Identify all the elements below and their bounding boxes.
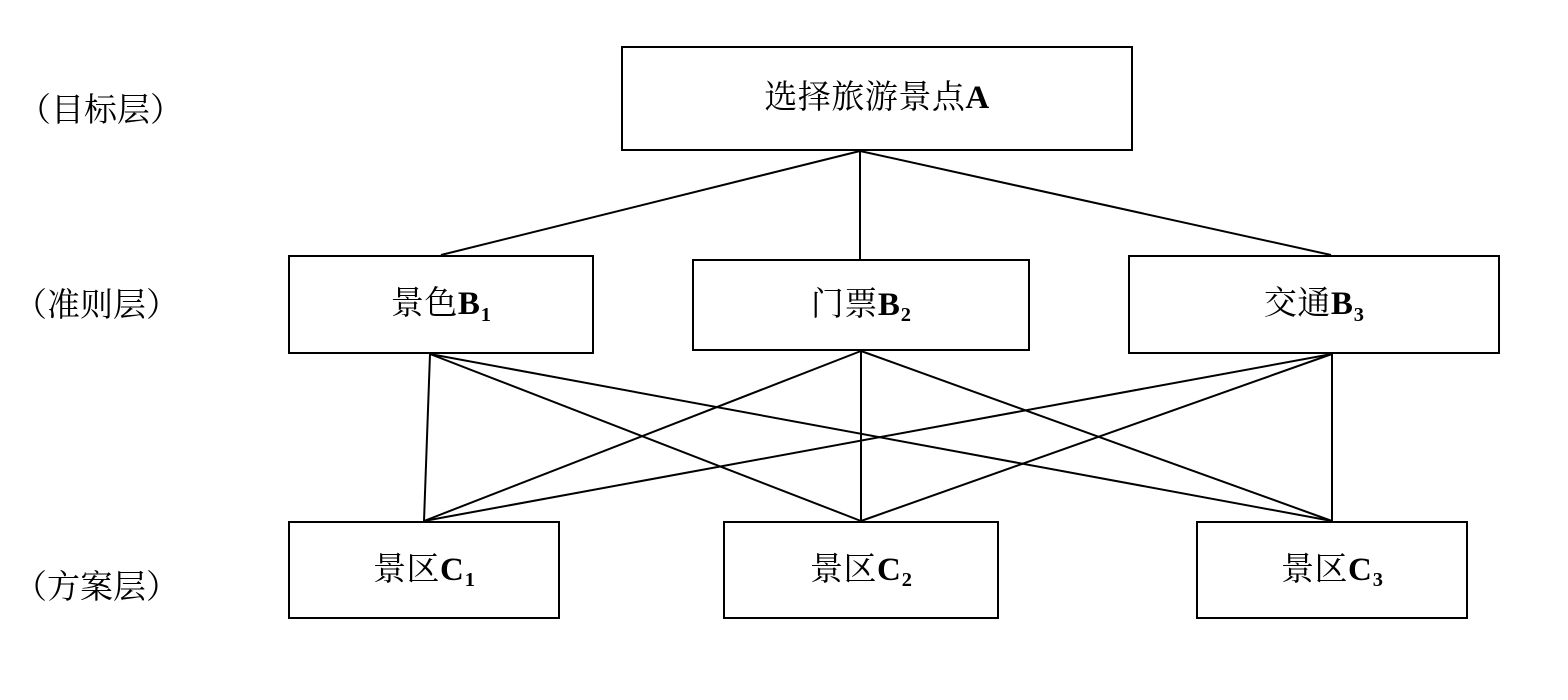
- criteria-node-b3-code: B: [1330, 286, 1354, 322]
- criteria-node-b2-text: 门票: [810, 286, 878, 323]
- goal-layer-label: （目标层）: [18, 93, 183, 129]
- alternative-node-c3-code: C: [1347, 551, 1373, 588]
- criteria-node-b1-code: B: [457, 286, 481, 322]
- edge-criteria-b2-to-alt-c1: [424, 351, 861, 521]
- criteria-node-b2-index: 2: [900, 304, 912, 327]
- criteria-node-b3-label: [1263, 286, 1365, 326]
- criteria-node-b1-text: 景色: [390, 286, 458, 322]
- goal-node-a-code: A: [965, 80, 990, 116]
- alternative-node-c3-label: [1280, 551, 1384, 592]
- criteria-node-b1-label: [390, 286, 492, 326]
- alternative-node-c1-label: [372, 551, 476, 592]
- edge-criteria-b1-to-alt-c3: [430, 354, 1332, 521]
- edge-goal-a-to-criteria-b1: [441, 151, 860, 255]
- alternative-layer-label: （方案层）: [14, 570, 179, 606]
- criteria-layer-label: （准则层）: [14, 288, 179, 324]
- edge-goal-a-to-criteria-b3: [860, 151, 1331, 255]
- edge-criteria-b3-to-alt-c1: [424, 354, 1332, 521]
- alternative-node-c3[interactable]: [1196, 521, 1468, 619]
- criteria-node-b3-text: 交通: [1263, 286, 1331, 322]
- criteria-node-b2[interactable]: [692, 259, 1030, 351]
- edge-criteria-b1-to-alt-c2: [430, 354, 861, 521]
- alternative-node-c3-index: 3: [1372, 569, 1384, 592]
- alternative-node-c2-text: 景区: [809, 551, 877, 588]
- criteria-node-b2-label: [810, 286, 912, 327]
- criteria-node-b2-code: B: [877, 286, 901, 323]
- alternative-node-c2-code: C: [876, 551, 902, 588]
- alternative-node-c1-index: 1: [464, 569, 476, 592]
- alternative-node-c2-index: 2: [901, 569, 913, 592]
- criteria-node-b1-index: 1: [480, 303, 492, 326]
- alternative-node-c1[interactable]: [288, 521, 560, 619]
- alternative-node-c3-text: 景区: [1280, 551, 1348, 588]
- alternative-node-c1-code: C: [439, 551, 465, 588]
- edge-criteria-b3-to-alt-c2: [861, 354, 1332, 521]
- criteria-node-b1[interactable]: [288, 255, 594, 354]
- edge-criteria-b1-to-alt-c1: [424, 354, 430, 521]
- goal-node-a-text: 选择旅游景点: [764, 80, 966, 116]
- goal-node-a[interactable]: [621, 46, 1133, 151]
- alternative-node-c2[interactable]: [723, 521, 999, 619]
- edge-criteria-b2-to-alt-c3: [861, 351, 1332, 521]
- criteria-node-b3-index: 3: [1353, 303, 1365, 326]
- criteria-node-b3[interactable]: [1128, 255, 1500, 354]
- alternative-node-c2-label: [809, 551, 913, 592]
- alternative-node-c1-text: 景区: [372, 551, 440, 588]
- goal-node-a-label: [764, 82, 989, 115]
